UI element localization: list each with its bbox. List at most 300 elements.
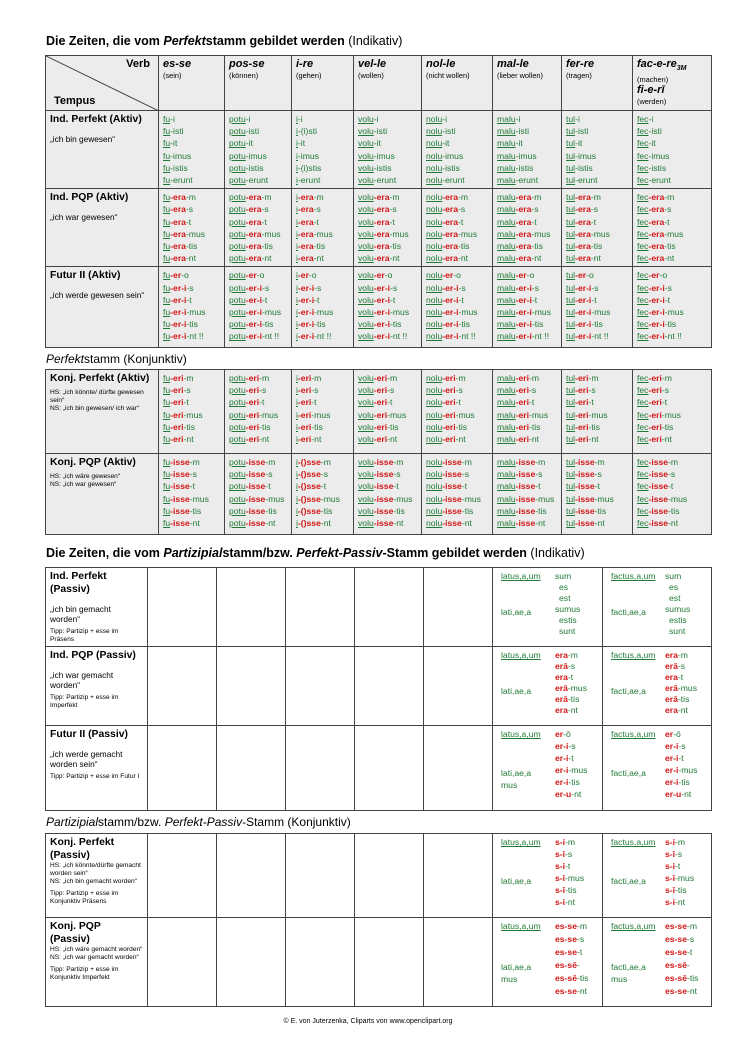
verb-stem: nolu xyxy=(426,270,443,281)
personal-ending: -mus xyxy=(313,228,333,239)
verb-form xyxy=(296,162,349,174)
tense-marker: es-sē xyxy=(555,960,577,970)
tense-marker: -()sse xyxy=(297,481,321,492)
tense-marker: s-ī xyxy=(555,849,566,859)
verb-form xyxy=(426,396,488,408)
verb-form xyxy=(229,294,287,306)
personal-ending: -tis xyxy=(594,505,607,516)
verb-form xyxy=(637,468,707,480)
tense-marker: -isse xyxy=(245,481,266,492)
tense-marker: s-ī xyxy=(665,873,676,883)
tense-marker: -era xyxy=(575,192,591,203)
verb-stem: fu xyxy=(163,150,171,161)
tense-marker: s-i xyxy=(665,861,676,871)
personal-ending: -t xyxy=(590,216,597,227)
tense-marker: -era xyxy=(170,253,186,264)
verb-form xyxy=(296,228,349,240)
verb-stem: fec xyxy=(637,409,649,420)
personal-ending: -tis xyxy=(458,241,470,252)
tense-marker: -era xyxy=(442,204,459,215)
verb-form xyxy=(358,505,417,517)
verb-stem: nolu xyxy=(426,294,443,305)
tense-marker: -isse xyxy=(515,457,536,467)
tense-marker: -er-i xyxy=(515,319,532,330)
personal-ending: -mus xyxy=(189,493,209,504)
personal-ending: -mus xyxy=(668,493,688,504)
verb-form xyxy=(426,433,488,445)
esse-form xyxy=(665,972,698,984)
verb-stem: potu xyxy=(229,204,246,215)
verb-form xyxy=(296,191,349,203)
verb-form xyxy=(426,468,488,480)
verb-stem: volu xyxy=(358,282,374,293)
conjugation-cell xyxy=(422,370,493,454)
personal-ending: -isti xyxy=(575,126,589,137)
verb-form xyxy=(497,191,557,203)
tense-marker: es-se xyxy=(665,947,687,957)
tense-marker: es-sē xyxy=(665,973,687,983)
tense-label-cell xyxy=(46,726,148,811)
esse-form xyxy=(555,920,587,932)
verb-form xyxy=(566,505,628,517)
verb-stem: i xyxy=(296,397,298,408)
personal-ending: -mus xyxy=(314,307,334,318)
personal-ending: -s xyxy=(389,204,397,215)
verb-form xyxy=(358,125,417,137)
verb-form xyxy=(296,125,349,137)
tense-tip: Tipp: Partizip + esse im Präsens xyxy=(50,628,119,643)
esse-form xyxy=(665,704,688,716)
tense-label-cell xyxy=(46,568,148,647)
verb-form xyxy=(163,372,220,384)
verb-stem: fu xyxy=(163,421,171,432)
esse-form xyxy=(555,740,576,752)
verb-stem: potu xyxy=(229,228,246,239)
verb-stem: fu xyxy=(163,469,171,480)
personal-ending: -tis xyxy=(387,421,399,432)
verb-stem: volu xyxy=(358,409,374,420)
verb-stem: malu xyxy=(497,457,516,467)
participle-forms xyxy=(607,836,707,914)
verb-form xyxy=(566,318,628,330)
participle-forms xyxy=(607,728,707,807)
conjugation-cell xyxy=(354,267,422,348)
verb-form xyxy=(358,282,417,294)
esse-form xyxy=(665,884,687,896)
verb-form xyxy=(637,269,707,281)
verb-form xyxy=(229,125,287,137)
tense-marker: -era xyxy=(648,253,665,264)
tense-marker: erā xyxy=(665,661,678,671)
tense-marker: er-u xyxy=(555,789,572,799)
tense-marker: -er-i xyxy=(170,294,187,305)
verb-stem: i xyxy=(296,162,298,173)
verb-stem: malu xyxy=(497,150,516,161)
verb-form xyxy=(637,396,707,408)
esse-form-text: sunt xyxy=(669,626,686,636)
tense-marker: -eri xyxy=(170,434,184,445)
verb-form xyxy=(229,433,287,445)
tense-marker: -er-i xyxy=(373,307,391,318)
verb-stem: volu xyxy=(358,331,374,342)
verb-stem: volu xyxy=(358,241,374,252)
verb-form xyxy=(358,480,417,492)
personal-ending: -nt !! xyxy=(314,331,332,342)
verb-stem: fu xyxy=(163,175,171,186)
tense-label-cell xyxy=(46,189,159,267)
personal-ending: -o xyxy=(308,270,317,281)
empty-cell xyxy=(217,568,286,647)
personal-ending: -m xyxy=(661,373,672,383)
conjugation-cell xyxy=(562,370,633,454)
personal-ending: -t xyxy=(531,216,537,227)
participle-cell xyxy=(493,647,603,726)
tense-translation: HS: „ich wäre gewesen“ xyxy=(50,473,120,480)
personal-ending: -s xyxy=(265,469,273,480)
verb-form xyxy=(566,269,628,281)
verb-stem: fu xyxy=(163,162,171,173)
personal-ending: -mus xyxy=(261,228,281,239)
verb-stem: potu xyxy=(229,397,246,408)
tense-marker: -eri xyxy=(373,385,388,396)
corner-verb-label: Verb xyxy=(126,58,150,70)
participle-cell xyxy=(603,726,712,811)
conjugation-cell xyxy=(354,189,422,267)
verb-stem: tul xyxy=(566,253,576,264)
personal-ending: -erunt xyxy=(170,175,193,186)
participle-forms xyxy=(497,570,598,643)
personal-ending: -i xyxy=(515,114,521,124)
personal-ending: -t xyxy=(313,216,319,227)
personal-ending: -o xyxy=(453,270,461,281)
tense-title: Futur II (Passiv) xyxy=(50,729,128,740)
participle-singular: factus,a,um xyxy=(611,837,656,847)
conjugation-cell xyxy=(633,111,712,189)
verb-form xyxy=(163,150,220,162)
verb-form xyxy=(566,480,628,492)
verb-stem: fu xyxy=(163,114,171,124)
verb-form xyxy=(426,493,488,505)
verb-form xyxy=(426,517,488,529)
verb-stem: fu xyxy=(163,204,171,215)
esse-form-text: sum xyxy=(555,571,572,581)
verb-form xyxy=(497,409,557,421)
personal-ending: -ō xyxy=(673,729,681,739)
personal-ending: -imus xyxy=(442,150,464,161)
personal-ending: -s xyxy=(531,204,539,215)
personal-ending: -m xyxy=(393,457,404,467)
tense-marker: -er-i xyxy=(245,282,262,293)
verb-form xyxy=(163,282,220,294)
personal-ending: -mus xyxy=(677,683,698,693)
verb-stem: potu xyxy=(229,469,246,480)
esse-form xyxy=(555,972,588,984)
conjugation-cell xyxy=(493,267,562,348)
tense-marker: er-i xyxy=(555,741,569,751)
personal-ending: -s xyxy=(458,204,466,215)
personal-ending: -m xyxy=(535,457,546,467)
personal-ending: -erunt xyxy=(373,175,397,186)
personal-ending: - xyxy=(686,960,690,970)
verb-stem: fu xyxy=(163,282,171,293)
tense-marker: -eri xyxy=(245,434,260,445)
verb-form xyxy=(163,421,220,433)
personal-ending: -s xyxy=(576,934,585,944)
personal-ending: -t xyxy=(529,397,535,408)
personal-ending: -it xyxy=(515,138,523,149)
personal-ending: -isti xyxy=(442,126,456,137)
verb-stem: nolu xyxy=(426,241,443,252)
verb-form xyxy=(497,396,557,408)
esse-form xyxy=(555,884,577,896)
verb-form xyxy=(296,269,349,281)
personal-ending: -s xyxy=(677,661,686,671)
tense-marker: -er xyxy=(245,270,257,281)
verb-form xyxy=(229,505,287,517)
verb-form xyxy=(358,294,417,306)
personal-ending: -s xyxy=(588,385,596,396)
verb-stem: volu xyxy=(358,228,374,239)
verb-stem: fu xyxy=(163,319,171,330)
esse-form xyxy=(665,836,685,848)
empty-cell xyxy=(148,726,217,811)
tense-marker: -er-i xyxy=(442,307,459,318)
tense-marker: -isse xyxy=(245,493,266,504)
tense-marker: -era xyxy=(442,192,459,203)
tense-marker: -era xyxy=(297,192,314,203)
personal-ending: -s xyxy=(568,741,576,751)
verb-stem: tul xyxy=(566,216,576,227)
tense-marker: -eri xyxy=(575,434,589,445)
verb-form xyxy=(637,203,707,215)
personal-ending: -s xyxy=(664,204,672,215)
tense-marker: -eri xyxy=(297,434,312,445)
personal-ending: -tis xyxy=(189,505,202,516)
esse-form-text: es xyxy=(559,582,569,592)
verb-stem: tul xyxy=(566,138,576,149)
verb-form xyxy=(358,240,417,252)
verb-stem: nolu xyxy=(426,138,443,149)
tense-marker: -isse xyxy=(442,457,462,467)
verb-stem: potu xyxy=(229,270,246,281)
verb-form xyxy=(566,125,628,137)
verb-form xyxy=(296,137,349,149)
verb-stem: fu xyxy=(163,331,171,342)
personal-ending: -t xyxy=(686,947,693,957)
tense-marker: -er-i xyxy=(297,294,315,305)
personal-ending: -tis xyxy=(314,319,326,330)
personal-ending: -m xyxy=(529,373,540,383)
personal-ending: -m xyxy=(189,457,200,467)
verb-form xyxy=(163,125,220,137)
tense-marker: -eri xyxy=(297,409,312,420)
verb-form xyxy=(358,174,417,186)
tense-marker: er-i xyxy=(665,741,679,751)
tense-marker: -er-i xyxy=(575,294,592,305)
personal-ending: -isti xyxy=(170,126,184,137)
tense-marker: -er-i xyxy=(648,282,665,293)
personal-ending: -tis xyxy=(261,319,274,330)
verb-stem: potu xyxy=(229,216,246,227)
personal-ending: -t xyxy=(390,294,396,305)
personal-ending: -mus xyxy=(567,683,588,693)
tense-marker: er-u xyxy=(665,789,682,799)
verb-form xyxy=(229,493,287,505)
verb-form xyxy=(566,468,628,480)
verb-stem: malu xyxy=(497,385,516,396)
tense-marker: s-i xyxy=(665,837,676,847)
conjugation-cell xyxy=(422,454,493,535)
personal-ending: -it xyxy=(575,138,583,149)
personal-ending: -m xyxy=(313,192,324,203)
tense-marker: -er-i xyxy=(170,319,187,330)
participle-plural: lati,ae,a mus xyxy=(501,768,532,791)
personal-ending: -nt xyxy=(461,518,472,529)
verb-form xyxy=(296,505,349,517)
personal-ending: -erunt xyxy=(575,175,598,186)
verb-form xyxy=(296,421,349,433)
tense-marker: -era xyxy=(648,241,665,252)
empty-cell xyxy=(148,647,217,726)
empty-cell xyxy=(286,568,355,647)
personal-ending: -t xyxy=(675,861,681,871)
verb-form xyxy=(566,228,628,240)
tense-marker: -isse xyxy=(575,518,595,529)
verb-form xyxy=(358,162,417,174)
heading-perfect-stem: Die Zeiten, die vom Perfektstamm gebildet werden (Indikativ) xyxy=(46,34,403,48)
personal-ending: -nt xyxy=(668,518,679,529)
tense-marker: erā xyxy=(555,683,568,693)
verb-stem: i xyxy=(296,307,298,318)
personal-ending: -it xyxy=(442,138,450,149)
verb-form xyxy=(296,330,349,342)
verb-header: fer-re (tragen) xyxy=(562,56,633,111)
corner-tempus-label: Tempus xyxy=(54,94,96,107)
tense-marker: -isse xyxy=(575,469,595,480)
personal-ending: -m xyxy=(588,373,599,383)
empty-cell xyxy=(148,568,217,647)
personal-ending: -tis xyxy=(320,505,333,516)
verb-form xyxy=(566,421,628,433)
participle-forms xyxy=(497,836,598,914)
verb-form xyxy=(229,191,287,203)
tense-marker: -isse xyxy=(648,481,669,492)
verb-stem: volu xyxy=(358,373,374,383)
personal-ending: -nt xyxy=(387,434,398,445)
personal-ending: -mus xyxy=(311,409,331,420)
tense-marker: -era xyxy=(245,241,262,252)
verb-form xyxy=(163,456,220,468)
verb-stem: fu xyxy=(163,373,171,383)
personal-ending: -m xyxy=(576,921,588,931)
tense-label-cell xyxy=(46,267,159,348)
tense-marker: -eri xyxy=(373,421,388,432)
conjugation-cell xyxy=(292,370,354,454)
personal-ending: -tis xyxy=(261,241,273,252)
participle-singular: latus,a,um xyxy=(501,837,541,847)
personal-ending: -t xyxy=(387,397,393,408)
tense-marker: es-se xyxy=(665,934,687,944)
verb-form xyxy=(296,384,349,396)
verb-stem: volu xyxy=(358,319,374,330)
empty-cell xyxy=(217,834,286,918)
personal-ending: -tis xyxy=(576,973,589,983)
personal-ending: -nt xyxy=(265,518,276,529)
tense-label-cell xyxy=(46,647,148,726)
personal-ending: -t xyxy=(389,216,395,227)
verb-stem: i xyxy=(296,457,298,467)
tense-marker: erā xyxy=(555,661,568,671)
personal-ending: -t xyxy=(261,294,268,305)
personal-ending: -tis xyxy=(567,694,580,704)
tense-marker: es-sē xyxy=(665,960,687,970)
tense-marker: -eri xyxy=(297,373,312,383)
verb-stem: i xyxy=(296,192,298,203)
tense-marker: es-se xyxy=(665,986,687,996)
personal-ending: -t xyxy=(568,753,574,763)
verb-stem: volu xyxy=(358,397,374,408)
tense-marker: -er-i xyxy=(575,282,592,293)
verb-form xyxy=(497,318,557,330)
conjugation-cell xyxy=(562,267,633,348)
perfect-indicative-table xyxy=(45,55,712,348)
tense-marker: -era xyxy=(648,216,665,227)
verb-stem: nolu xyxy=(426,162,443,173)
verb-form xyxy=(566,150,628,162)
verb-form xyxy=(358,150,417,162)
tense-marker: -isse xyxy=(245,505,266,516)
personal-ending: -nt xyxy=(389,253,400,264)
verb-stem: malu xyxy=(497,204,516,215)
tense-marker: -()sse xyxy=(297,469,321,480)
conjugation-cell xyxy=(633,189,712,267)
personal-ending: -istis xyxy=(515,162,534,173)
esse-form xyxy=(665,752,684,764)
participle-forms xyxy=(497,920,598,1003)
verb-stem: nolu xyxy=(426,469,443,480)
tense-tip: Tipp: Partizip + esse im Konjunktiv Imperfekt xyxy=(50,966,119,981)
participle-forms xyxy=(607,570,707,643)
verb-form xyxy=(426,162,488,174)
verb-stem: fec xyxy=(637,307,649,318)
tense-marker: s-ī xyxy=(665,849,676,859)
esse-form xyxy=(555,946,582,958)
participle-singular: latus,a,um xyxy=(501,729,541,739)
verb-stem: malu xyxy=(497,228,516,239)
personal-ending: -s xyxy=(311,385,319,396)
verb-form xyxy=(229,240,287,252)
verb-stem: tul xyxy=(566,270,576,281)
personal-ending: -s xyxy=(393,469,401,480)
tense-marker: -er-i xyxy=(442,319,459,330)
verb-form xyxy=(566,456,628,468)
personal-ending: -s xyxy=(313,204,321,215)
verb-stem: i xyxy=(296,469,298,480)
personal-ending: -erunt xyxy=(648,175,671,186)
verb-form xyxy=(296,517,349,529)
personal-ending: -tis xyxy=(591,319,603,330)
tense-marker: er xyxy=(555,729,564,739)
verb-form xyxy=(426,456,488,468)
tense-title: Ind. Perfekt (Passiv) xyxy=(50,571,107,595)
esse-form xyxy=(665,788,691,800)
verb-form xyxy=(296,252,349,264)
tense-marker: -eri xyxy=(575,385,589,396)
tense-translation: NS: „ich bin gemacht worden“ xyxy=(50,878,137,885)
verb-stem: malu xyxy=(497,216,516,227)
personal-ending: -s xyxy=(529,385,537,396)
personal-ending: -m xyxy=(567,650,578,660)
